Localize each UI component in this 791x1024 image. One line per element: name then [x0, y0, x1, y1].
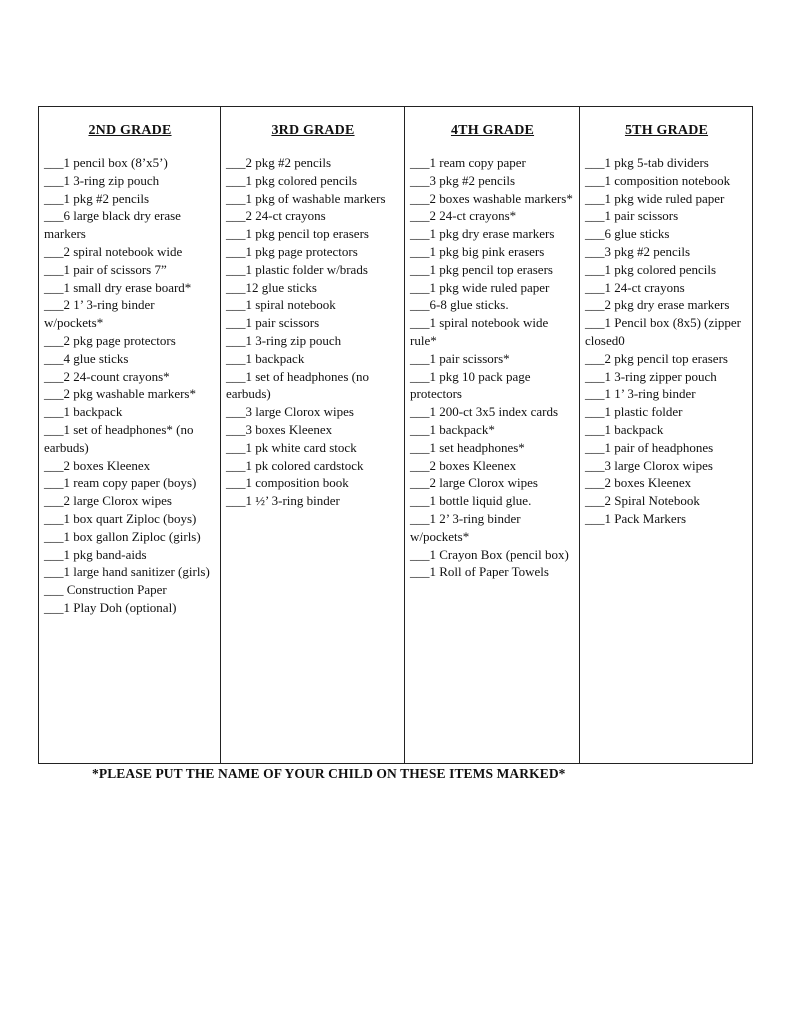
list-item: ___1 ream copy paper — [410, 155, 526, 170]
list-item: ___1 200-ct 3x5 index cards — [410, 404, 559, 420]
list-item: ___1 plastic folder w/brads — [226, 261, 368, 277]
list-item: ___1 pkg colored pencils — [585, 261, 717, 277]
list-item: ___1 ½’ 3-ring binder — [226, 493, 340, 509]
list-item: ___1 small dry erase board* — [44, 279, 192, 295]
list-item: ___3 large Clorox wipes — [226, 404, 354, 420]
list-item: ___2 pkg dry erase markers — [585, 297, 730, 313]
item-list — [226, 154, 400, 510]
list-item: ___1 pkg pencil top erasers — [410, 261, 553, 277]
list-item: ___1 large hand sanitizer (girls) — [44, 564, 210, 580]
item-list — [44, 154, 216, 617]
list-item: ___2 large Clorox wipes — [410, 475, 538, 491]
column-title: 4TH GRADE — [450, 123, 535, 138]
list-item: ___3 pkg #2 pencils — [585, 243, 691, 259]
list-item: ___1 set of headphones (no earbuds) — [226, 368, 369, 402]
list-item: ___1 2’ 3-ring binder w/pockets* — [410, 510, 521, 544]
column-title: 3RD GRADE — [271, 123, 355, 138]
list-item: ___1 pkg wide ruled paper — [585, 190, 725, 206]
list-item: ___2 spiral notebook wide — [44, 243, 183, 259]
column-4th-grade — [405, 107, 580, 763]
supply-list-table — [38, 106, 753, 764]
list-item: ___1 pkg page protectors — [226, 243, 358, 259]
list-item: ___1 ream copy paper (boys) — [44, 475, 197, 491]
list-item: ___1 Roll of Paper Towels — [410, 564, 549, 580]
list-item: ___1 Crayon Box (pencil box) — [410, 546, 569, 562]
list-item: ___1 pkg band-aids — [44, 546, 147, 562]
list-item: ___1 backpack — [585, 421, 664, 437]
footer-note: *PLEASE PUT THE NAME OF YOUR CHILD ON THESE ITEMS MARKED* — [92, 766, 566, 781]
list-item: ___3 pkg #2 pencils — [410, 172, 516, 188]
list-item: ___1 backpack — [226, 350, 305, 366]
column-2nd-grade — [39, 107, 221, 763]
list-item: ___2 24-ct crayons — [226, 208, 326, 224]
list-item: ___1 composition notebook — [585, 172, 731, 188]
list-item: ___4 glue sticks — [44, 350, 129, 366]
list-item: ___3 large Clorox wipes — [585, 457, 713, 473]
list-item: ___1 Play Doh (optional) — [44, 599, 177, 615]
list-item: ___2 boxes Kleenex — [410, 457, 517, 473]
list-item: ___1 box gallon Ziploc (girls) — [44, 528, 201, 544]
column-title: 2ND GRADE — [88, 123, 172, 138]
list-item: ___1 spiral notebook — [226, 297, 336, 313]
list-item: ___1 pkg 5-tab dividers — [585, 155, 709, 170]
list-item: ___ Construction Paper — [44, 582, 167, 598]
list-item: ___1 bottle liquid glue. — [410, 493, 532, 509]
list-item: ___1 3-ring zip pouch — [44, 172, 160, 188]
list-item: ___1 3-ring zip pouch — [226, 332, 342, 348]
list-item: ___1 spiral notebook wide rule* — [410, 315, 549, 348]
list-item: ___1 pair scissors — [585, 208, 679, 224]
item-list — [410, 154, 575, 581]
list-item: ___1 pk colored cardstock — [226, 457, 364, 473]
list-item: ___1 pkg #2 pencils — [44, 190, 150, 206]
list-item: ___2 large Clorox wipes — [44, 493, 172, 509]
column-title: 5TH GRADE — [624, 123, 709, 138]
column-5th-grade — [580, 107, 752, 763]
list-item: ___1 Pack Markers — [585, 510, 687, 526]
list-item: ___1 composition book — [226, 475, 349, 491]
list-item: ___2 1’ 3-ring binder w/pockets* — [44, 297, 155, 331]
list-item: ___6 large black dry erase markers — [44, 208, 181, 242]
list-item: ___2 pkg #2 pencils — [226, 155, 332, 170]
list-item: ___1 pair of scissors 7” — [44, 261, 167, 277]
list-item: ___1 pkg of washable markers — [226, 190, 386, 206]
list-item: ___1 3-ring zipper pouch — [585, 368, 717, 384]
list-item: ___1 backpack — [44, 404, 123, 420]
list-item: ___1 backpack* — [410, 421, 495, 437]
list-item: ___1 pkg colored pencils — [226, 172, 358, 188]
list-item: ___1 set of headphones* (no earbuds) — [44, 421, 194, 455]
list-item: ___1 set headphones* — [410, 439, 525, 455]
list-item: ___1 pkg dry erase markers — [410, 226, 555, 242]
list-item: ___2 boxes Kleenex — [44, 457, 151, 473]
list-item: ___1 pair of headphones — [585, 439, 714, 455]
list-item: ___1 pk white card stock — [226, 439, 357, 455]
list-item: ___2 Spiral Notebook — [585, 493, 700, 509]
list-item: ___1 1’ 3-ring binder — [585, 386, 696, 402]
list-item: ___1 pkg big pink erasers — [410, 243, 545, 259]
list-item: ___12 glue sticks — [226, 279, 317, 295]
list-item: ___2 pkg page protectors — [44, 332, 176, 348]
list-item: ___1 24-ct crayons — [585, 279, 685, 295]
list-item: ___2 24-ct crayons* — [410, 208, 517, 224]
list-item: ___1 pair scissors* — [410, 350, 510, 366]
list-item: ___1 pair scissors — [226, 315, 320, 331]
list-item: ___6 glue sticks — [585, 226, 670, 242]
list-item: ___2 pkg washable markers* — [44, 386, 196, 402]
list-item: ___2 pkg pencil top erasers — [585, 350, 728, 366]
list-item: ___1 pkg pencil top erasers — [226, 226, 369, 242]
list-item: ___2 24-count crayons* — [44, 368, 170, 384]
column-3rd-grade — [221, 107, 405, 763]
list-item: ___1 box quart Ziploc (boys) — [44, 510, 197, 526]
list-item: ___6-8 glue sticks. — [410, 297, 509, 313]
list-item: ___2 boxes washable markers* — [410, 190, 573, 206]
list-item: ___1 plastic folder — [585, 404, 683, 420]
list-item: ___2 boxes Kleenex — [585, 475, 692, 491]
list-item: ___1 Pencil box (8x5) (zipper closed0 — [585, 315, 741, 348]
list-item: ___3 boxes Kleenex — [226, 421, 333, 437]
list-item: ___1 pkg wide ruled paper — [410, 279, 550, 295]
list-item: ___1 pencil box (8’x5’) — [44, 155, 168, 170]
list-item: ___1 pkg 10 pack page protectors — [410, 368, 531, 402]
item-list — [585, 154, 748, 528]
